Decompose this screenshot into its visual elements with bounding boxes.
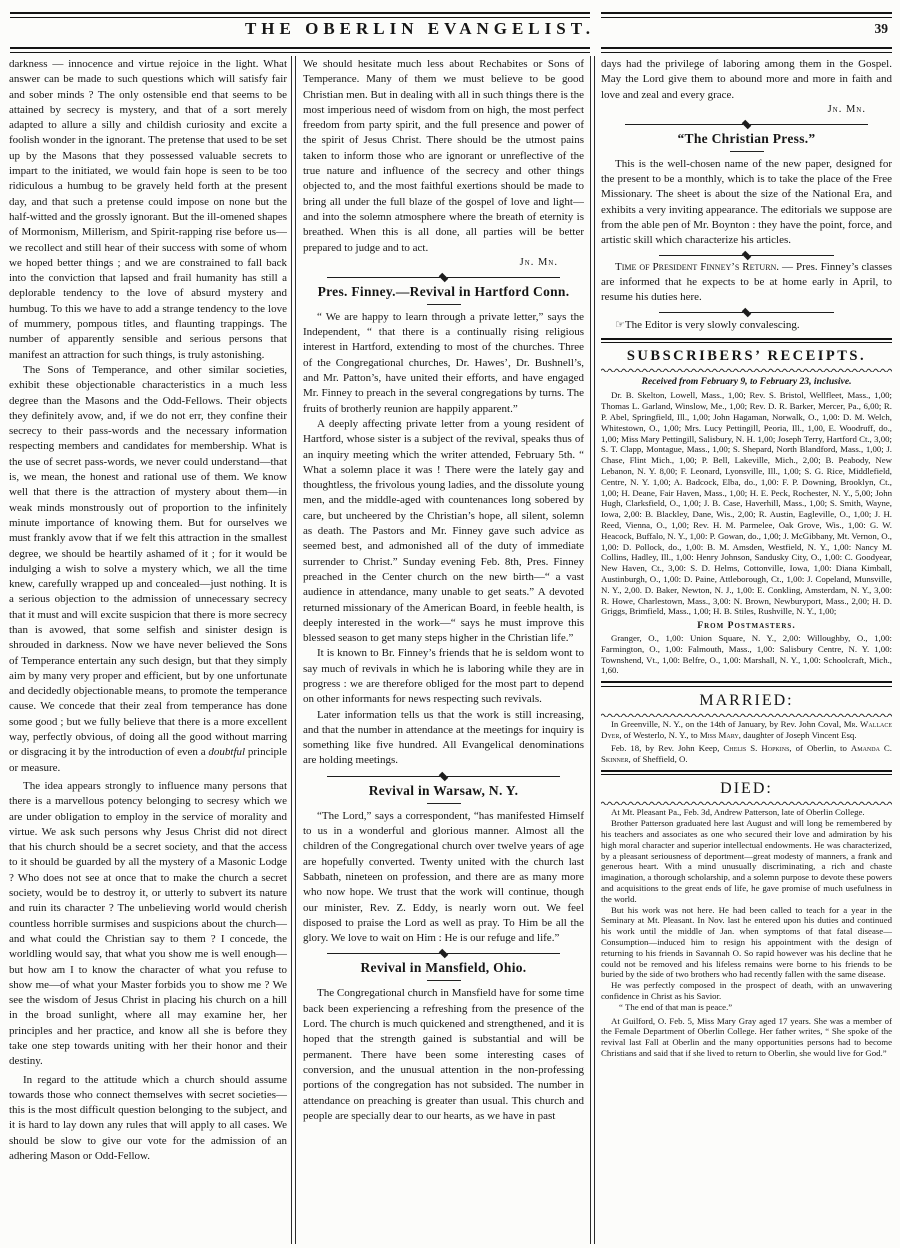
- notice-text: Pres. Finney’s classes are informed that he expects to be at home early in April, to resume his duties here.: [601, 260, 892, 304]
- heading-underline: [427, 304, 461, 305]
- article-paragraph: Later information tells us that the work is still increasing, and that the number in attendance at the meetings for inquiry is something like five hundred. All Evangelical denominations are holding meetings.: [303, 708, 584, 767]
- article-paragraph: In regard to the attitude which a church should assume towards those who connect themselves with secret societies—this is the most difficult question belonging to the subject, and it is hard to lay down any rules that will apply to all cases. We should be slow to give our vote for the admission of an adhering Mason or Odd-Fellow.: [9, 1073, 287, 1163]
- divider-line: [659, 312, 743, 313]
- section-divider: [327, 774, 560, 779]
- diamond-icon: [742, 120, 752, 130]
- paragraph-text: principle or measure.: [9, 746, 287, 774]
- author-initials: Jn. Mn.: [827, 103, 866, 115]
- section-divider: [327, 275, 560, 280]
- obituary-paragraph: But his work was not here. He had been called to teach for a year in the Seminary at Mt. Pleasant. In Nov. last he entered upon his duties and continued his work until the middle of Jan. when symptoms of that fatal disease—Consumption—induced him to resign his appointment with the design of returning to his friends in Savannah O. So rapid however was his decline that he could not be removed and his lifeless remains were borne to his friends to be buried by the side of two brothers who had recently fallen with the same disease.: [601, 904, 892, 980]
- article-heading-hartford: Pres. Finney.—Revival in Hartford Conn.: [317, 283, 570, 299]
- entry-text: In Greenville, N. Y., on the 14th of January, by Rev. John Coval,: [611, 718, 844, 729]
- article-paragraph: [9, 363, 287, 776]
- receipts-list: Dr. B. Skelton, Lowell, Mass., 1,00; Rev. S. Bristol, Wellfleet, Mass., 1,00; Thomas L. Garland, Winslow, Me., 1,00; Rev. D. R. Barker, Mercer, Pa., 6,00; R. P. Abel, Springfield, Ill., 1,00; John Hagaman, Norwalk, O., 1,00: D. M. Welch, Whitestown, O., 1,00; Mrs. Lucy Pettingill, Peoria, Ill., 1,00, E. Woodruff, do., 1,00; Miss Mary Pettingill, Salisbury, N. H. 1,00; Joseph Terry, Hartford Ct., 3,00; S. T. Clapp, Montague, Mass., 1,00; S. Shepard, North Blandford, Mass., 1,00; J. Chase, Flint Mich., 1,00; P. Bell, Lakeville, Mich., 2,00; B. Peabody, New Lebanon, N. Y. 8,00; F. Leonard, Lyonsville, Ill., 1,00; S. G. Rice, Middlefield, Centre, N. Y. 1,00; A. Badcock, Elba, do., 1,00: F. P. Downing, Brooklyn, Ct., 1,00; H. Deane, Fair Haven, Mass., 1,00; H. E. Peck, Rochester, N. Y., 5,00; John Hugh, Clarksfield, O., 1,00; J. B. Case, Haverhill, Mass., 1,00; S. Smith, Wayne, Iowa, 2,00: B. Blackley, Dane, Wis., 2,00; R. Austin, Eagleville, O., 1,00; J. H. Reed, Vienna, O., 1,00; Rev. H. M. Parmelee, Oak Grove, Wis., 1,00: G. W. Heacock, Buffalo, N. Y., 1,00: P. Gowan, do., 1,00; J. McGibbany, Mt. Vernon, O., 1,00: D. Pollock, do., 1,00: B. M. Amsden, Westfield, N. Y., 1,00: Nancy M. Collins, Hadley, Ill., 1,00: Henry Johnson, Sandusky City, O., 1,00: C. Goodyear, New Haven, Ct., 3,00: S. D. Helms, Cottonville, Iowa, 1,00: Diana Kimball, Austinburgh, O., 1,00: D. Paine, Attleborough, Ct., 1,00: J. Copeland, Munsville, N. Y., 2,00. D. Baker, Newton, N. J., 1,00: E. Conkling, Amsterdam, N. Y., 3,00: R. Howe, Charlestown, Mass., 3,00: N. Brown, Newburyport, Mass., 2,00; H. D. Griggs, Brimfield, Mass., 1,00; H. B. Stiles, Rushville, N. Y., 1,00;: [601, 390, 892, 617]
- groom-name: Chelis S. Hopkins,: [723, 743, 792, 754]
- heading-underline: [730, 151, 764, 152]
- entry-text: of Sheffield, O.: [630, 754, 688, 765]
- groom-name: Mr. Wallace Dyer,: [601, 718, 892, 740]
- wavy-rule: [601, 367, 892, 372]
- section-rule: [601, 681, 892, 687]
- wavy-rule: [601, 712, 892, 717]
- article-paragraph: A deeply affecting private letter from a young resident of Hartford, whose sister is a subject of the revival, speaks thus of an inquiry meeting which the writer attended, February 5th. “ What a solemn place it was ! There were the lately gay and thoughtless, the frivolous young ladies, and the dissolute young men, and the middle-aged with countenances long sobered by care, but uncheered by the Christian’s hope, all silent, solemn as death. The Pastors and Mr. Finney gave such advice as seemed best, and admonished all of the duty of immediate surrender to Christ.” Sunday evening Feb. 8th, Pres. Finney preached in the Center church on the new birth—“ a vast audience in attendance, many unable to get seats.” A devoted returned missionary of the American Board, in feeble health, is deeply interested in the work—“ says he must improve this blessed season to get many steps higher in the Christian life.”: [303, 417, 584, 645]
- divider-line: [750, 124, 868, 125]
- divider-line: [625, 124, 743, 125]
- column-3: [601, 57, 892, 1243]
- diamond-icon: [742, 307, 752, 317]
- diamond-icon: [742, 250, 752, 260]
- article-paragraph: days had the privilege of laboring among them in the Gospel. May the Lord give them to abound more and more in faith and love and zeal and every grace.: [601, 58, 892, 101]
- editor-note: [601, 317, 892, 333]
- article-paragraph: It is known to Br. Finney’s friends that he is seldom wont to say much of revivals in which he is laboring while they are in progress : we are therefore obliged for the most part to depend on other informants for news respecting such revivals.: [303, 647, 584, 706]
- diamond-icon: [439, 949, 449, 959]
- masthead-rule-top-left: [10, 12, 590, 18]
- finney-return-notice: [601, 260, 892, 306]
- notice-lead: Time of President Finney’s Return. —: [615, 260, 796, 273]
- article-heading-warsaw: Revival in Warsaw, N. Y.: [368, 782, 519, 798]
- married-entry: [601, 719, 892, 741]
- article-paragraph: “The Lord,” says a correspondent, “has manifested Himself to us in a wonderful and glorious manner. Almost all the children of the Congregational church over twelve years of age are hopefully converted. Twenty united with the church last Sabbath, nineteen on profession, and there are as many more who now hope. We trust that the work will continue, though our minister, Rev. Z. Eddy, is nearly worn out. We feel disposed to praise the Lord as well as pray. To Him be all the glory. We love to wait on Him : He is our refuge and life.”: [303, 809, 584, 945]
- column-divider-2: [590, 56, 595, 1244]
- wavy-rule: [601, 800, 892, 805]
- section-divider: [659, 310, 834, 315]
- married-entry: [601, 743, 892, 765]
- column-2: [303, 57, 584, 1243]
- receipts-heading: SUBSCRIBERS’ RECEIPTS.: [626, 348, 867, 365]
- heading-underline: [427, 803, 461, 804]
- emphasized-word: doubtful: [208, 746, 246, 759]
- article-heading-mansfield: Revival in Mansfield, Ohio.: [360, 960, 527, 976]
- obituary-paragraph: At Mt. Pleasant Pa., Feb. 3d, Andrew Patterson, late of Oberlin College.: [611, 807, 865, 818]
- divider-line: [447, 776, 560, 777]
- divider-line: [327, 776, 440, 777]
- divider-line: [750, 255, 834, 256]
- married-heading: MARRIED:: [699, 691, 794, 709]
- article-paragraph: The Congregational church in Mansfield have for some time back been experiencing a refreshing from the presence of the Lord. The church is much quickened and strengthened, and it is hoped that the strength gained is substantial and will be permanent. There have been some interesting cases of conversion, and the unusual attention in the non-professing portions of the congregation has not subsided. The number in attendance on preaching is greater than usual. This church and people are specially dear to our hearts, as we have in past: [303, 987, 584, 1122]
- obituary-quote: “ The end of that man is peace.”: [619, 1001, 733, 1012]
- column-divider-1: [291, 56, 296, 1244]
- diamond-icon: [439, 771, 449, 781]
- entry-text: daughter of Joseph Vincent Esq.: [740, 729, 857, 740]
- divider-line: [447, 953, 560, 954]
- article-paragraph: “ We are happy to learn through a private letter,” says the Independent, “ that there is a continually rising religious interest in Hartford, extending to most of the churches. Three of the Congregational churches, Dr. Hawes’, Dr. Bushnell’s, and Mr. Patton’s, have united their efforts, and have engaged Mr. Finney to preach in the several congregations by turns. The fruits of brotherly reunion are happily apparent.”: [303, 310, 584, 415]
- divider-line: [750, 312, 834, 313]
- divider-line: [447, 277, 560, 278]
- bride-name: Miss Mary,: [699, 729, 741, 740]
- newspaper-title: THE OBERLIN EVANGELIST.: [244, 19, 596, 38]
- entry-text: Feb. 18, by Rev. John Keep,: [611, 743, 724, 754]
- divider-line: [327, 277, 440, 278]
- divider-line: [659, 255, 743, 256]
- section-divider: [659, 253, 834, 258]
- obituary-paragraph: Brother Patterson graduated here last August and will long be remembered by his teachers and associates as one who secured their love and admiration by his high moral character and superior intellectual endowments. He was characterized, by a pleasant seriousness of deportment—great modesty of manners, a frank and generous heart. With a mind unusually discriminating, a rich and chaste imagination, a thorough scholarship, and a solemn purpose to devote these powers and acquisitions to the great ends of life, he gave promise of much usefulness in the world.: [601, 818, 892, 904]
- receipts-date-range: Received from February 9, to February 23, inclusive.: [641, 376, 852, 388]
- died-heading: DIED:: [720, 780, 773, 798]
- section-divider: [625, 122, 868, 127]
- section-rule: [601, 770, 892, 776]
- obituary-paragraph: He was perfectly composed in the prospect of death, with an unwavering confidence in Christ as his Savior.: [601, 980, 892, 1002]
- diamond-icon: [439, 273, 449, 283]
- postmasters-list: Granger, O., 1,00: Union Square, N. Y., 2,00: Willoughby, O., 1,00: Farmington, O., 1,00: Falmouth, Mass., 1,00: Salisbury Centre, N. Y. 1,00: Townshend, Vt., 1,00: Belfre, O., 1,00: Marshall, N. Y., 1,00: Schoolcraft, Mich., 1,60.: [601, 633, 892, 676]
- author-initials: Jn. Mn.: [519, 256, 558, 268]
- entry-text: of Oberlin, to: [791, 743, 851, 754]
- article-paragraph: We should hesitate much less about Rechabites or Sons of Temperance. Many of them we must believe to be good Christian men. But in dealing with all in such things there is the most imperious need of wisdom from on high, the most perfect freedom from party spirit, and the full presence and power of the spirit of Jesus Christ. There should be the utmost pains taken to inform those who are ignorant or unreflective of the true nature and influence of the secrecy and other things objected to, and the most faithful exertions should be made to bring all under the full blaze of the gospel of love and light—and into the solemn atmosphere where the breath of eternity is breathed. When this is all done, all parties will be better prepared to judge and to act.: [303, 58, 584, 254]
- postmasters-heading: From Postmasters.: [697, 620, 796, 632]
- article-paragraph: The idea appears strongly to influence many persons that there is a marvellous potency belonging to secresy which we are under obligation to employ in the service of morality and virtue. We ask such persons why Jesus Christ did not direct that his church should be a secret society, and that the access to it should be guarded by all the mystery of a Masonic Lodge ? Who does not see at once that to make the church a secret society, would be to destroy it, or utterly to subvert its nature and ruin its character ? The unbelieving world would cherish countless horrible surmises and suspicions about the church—and what could the Christian say to them ? I concede, the worldling would say, that what you show me is well enough—but how am I to know the character of what you refuse to show me—of what your Master forbids you to show me ? We see the wisdom of Jesus Christ in placing his church on a hill in the broad sunlight, where all may examine her, her principles and her practice, and know all she is before they take one step towards uniting with her their honor and their destiny.: [9, 779, 287, 1068]
- masthead-rule-bottom-left: [10, 47, 590, 53]
- section-rule: [601, 338, 892, 344]
- editor-note-text: The Editor is very slowly convalescing.: [624, 318, 800, 331]
- column-1: [9, 57, 287, 1243]
- page-number: 39: [874, 21, 888, 36]
- article-paragraph: darkness — innocence and virtue rejoice in the light. What answer can be made to such questions which will satisfy fair and sober minds ? The only ostensible end that seems to be attained by secrecy is mystery, and that of a sort merely adapted to allure a silly and childish curiosity and excite a foolish wonder in the ignorant. The pretense that used to be set up by the Masons that they possessed valuable secrets to impart to the initiated, we would fain hope is seen to be too ridiculous a humbug to be gravely held forth at the present day, and that such a pretense could impose on none but the half-witted and the grossly ignorant. But the ill-omened shapes of Mormonism, Millerism, and Spirit-rapping rise before us— we recollect and still hear of their success with some of whom we hoped better things ; and we are constrained to fall back into the conviction that lapsed and frail humanity has still a deplorable tendency to the love of absurd mystery and humbug. To this we have to add a strange tendency to the love of mummery, pompous titles, and flaunting trappings. The number of apparently sensible and serious persons that manifest an attraction for such things, is truly astonishing.: [9, 58, 287, 361]
- article-paragraph: This is the well-chosen name of the new paper, designed for the present to be a monthly, which is to take the place of the Free Missionary. The sheet is about the size of the National Era, and exhibits a very inviting appearance. The editorials we suppose are from the able pen of Mr. Boynton : they have the point, force, and artistic skill which characterize his articles.: [601, 157, 892, 247]
- bride-name: Amanda C. Skinner,: [601, 743, 892, 765]
- masthead-rule-bottom-right: [601, 47, 892, 53]
- divider-line: [327, 953, 440, 954]
- masthead-rule-top-right: [601, 12, 892, 18]
- section-divider: [327, 951, 560, 956]
- article-heading-christian-press: “The Christian Press.”: [677, 130, 816, 146]
- pointing-hand-icon: ☞: [615, 317, 625, 331]
- heading-underline: [427, 980, 461, 981]
- paragraph-text: The Sons of Temperance, and other similar societies, exhibit these objectionable characteristics in a much less degree than the Masons and the Odd-Fellows. Their objects they definitely avow, and, if we do not err, they confine their secrecy to their pass-words and the necessary information respecting members and candidates for membership. What is the use of secret pass-words, we never could understand—that is, we mean, the honest and rational use of them. We know well that there is the attraction of mystery about them—in weak minds monstrously out of proportion to the infinitely minute importance of knowing them. But for ourselves we must frankly avow that if we felt this attraction in the smallest degree, we should be heartily ashamed of it ; for it would be indulging a wish to solve a mystery which, we all the time knew, carefully wrapped up and concealed—just nothing. It is a serious objection to the admission of unnecessary secrecy that it must and will excite suspicion that there is more secrecy than is avowed, that some selfish and sinister design is shrouded in darkness. Now we have never believed the Sons of Temperance entertain any such design, but that they simply aim by many very proper and efficient, but by one unfortunate and decidedly objectionable means, to promote the temperance cause. We concede that their zeal from temperance has done some good ; but we fully believe that there is a more excellent way, perfectly obvious, of doing all the good without marring or disgracing it by the introduction of even a: [9, 363, 287, 759]
- obituary-paragraph: At Guilford, O. Feb. 5, Miss Mary Gray aged 17 years. She was a member of the Female Department of Oberlin College. Her father writes, “ She spoke of the revival last Fall at Oberlin and the many opportunities persons had to become Christians and said that if she lived to return to Oberlin, she would live for God.”: [601, 1015, 892, 1058]
- entry-text: of Westerlo, N. Y., to: [621, 729, 700, 740]
